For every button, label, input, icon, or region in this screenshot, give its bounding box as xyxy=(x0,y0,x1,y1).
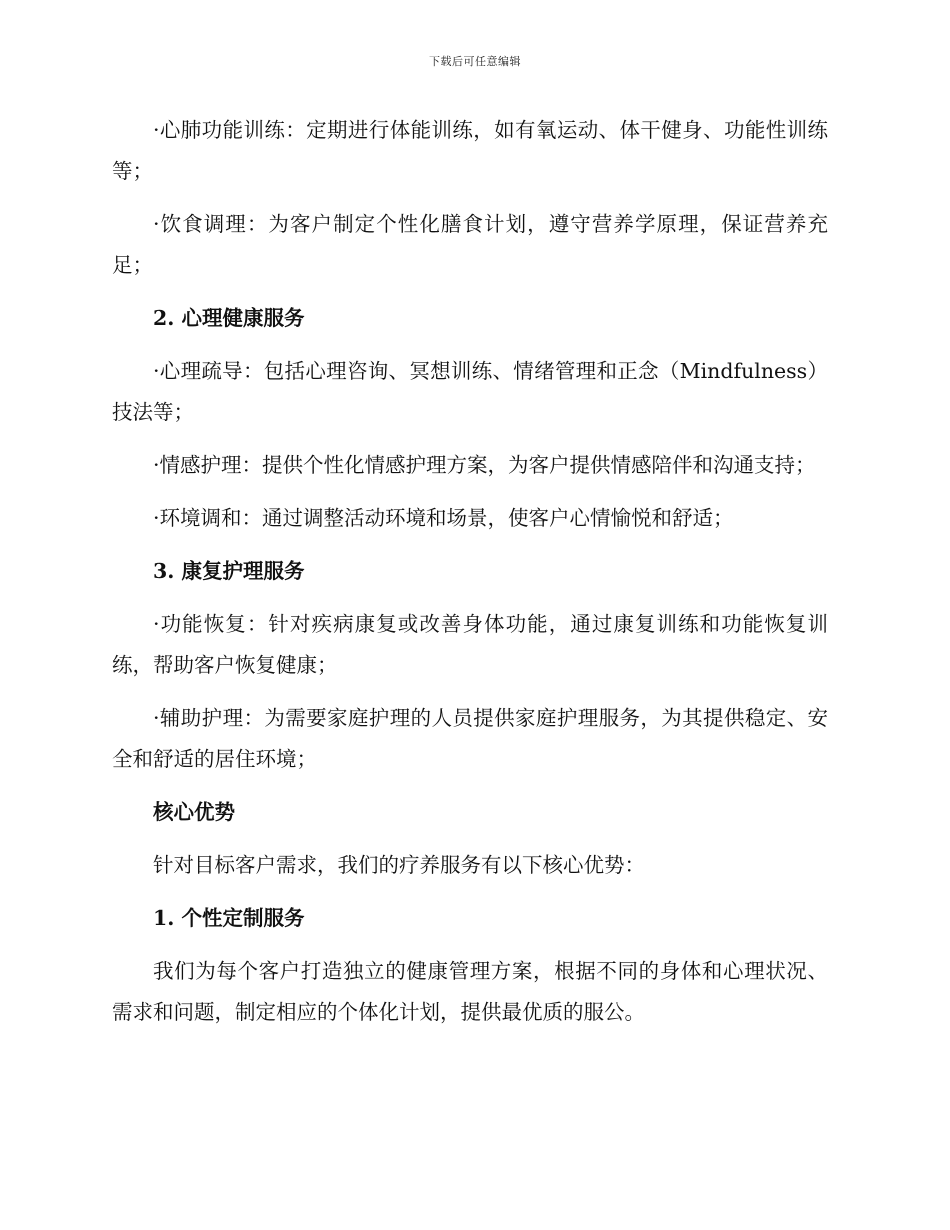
heading-custom-service: 1. 个性定制服务 xyxy=(153,906,305,930)
paragraph-environment: ·环境调和：通过调整活动环境和场景，使客户心情愉悦和舒适； xyxy=(153,506,734,530)
paragraph-core-intro: 针对目标客户需求，我们的疗养服务有以下核心优势： xyxy=(153,853,645,877)
paragraph-diet-plan: ·饮食调理：为客户制定个性化膳食计划，遵守营养学原理，保证营养充足； xyxy=(112,212,828,277)
heading-core-advantages: 核心优势 xyxy=(153,800,235,824)
page-header: 下载后可任意编辑 xyxy=(429,55,521,68)
paragraph-emotional-care: ·情感护理：提供个性化情感护理方案，为客户提供情感陪伴和沟通支持； xyxy=(153,453,816,477)
paragraph-function-recovery: ·功能恢复：针对疾病康复或改善身体功能，通过康复训练和功能恢复训练，帮助客户恢复健康； xyxy=(112,612,828,677)
heading-rehab-care: 3. 康复护理服务 xyxy=(153,559,305,583)
document-body xyxy=(112,110,828,1045)
paragraph-psychological-counseling: ·心理疏导：包括心理咨询、冥想训练、情绪管理和正念（Mindfulness）技法等； xyxy=(112,359,828,424)
paragraph-cardio-training: ·心肺功能训练：定期进行体能训练，如有氧运动、体干健身、功能性训练等； xyxy=(112,118,828,183)
paragraph-assistive-care: ·辅助护理：为需要家庭护理的人员提供家庭护理服务，为其提供稳定、安全和舒适的居住环境； xyxy=(112,706,828,771)
heading-mental-health: 2. 心理健康服务 xyxy=(153,306,305,330)
paragraph-custom-service: 我们为每个客户打造独立的健康管理方案，根据不同的身体和心理状况、需求和问题，制定相应的个体化计划，提供最优质的服公。 xyxy=(112,959,828,1024)
